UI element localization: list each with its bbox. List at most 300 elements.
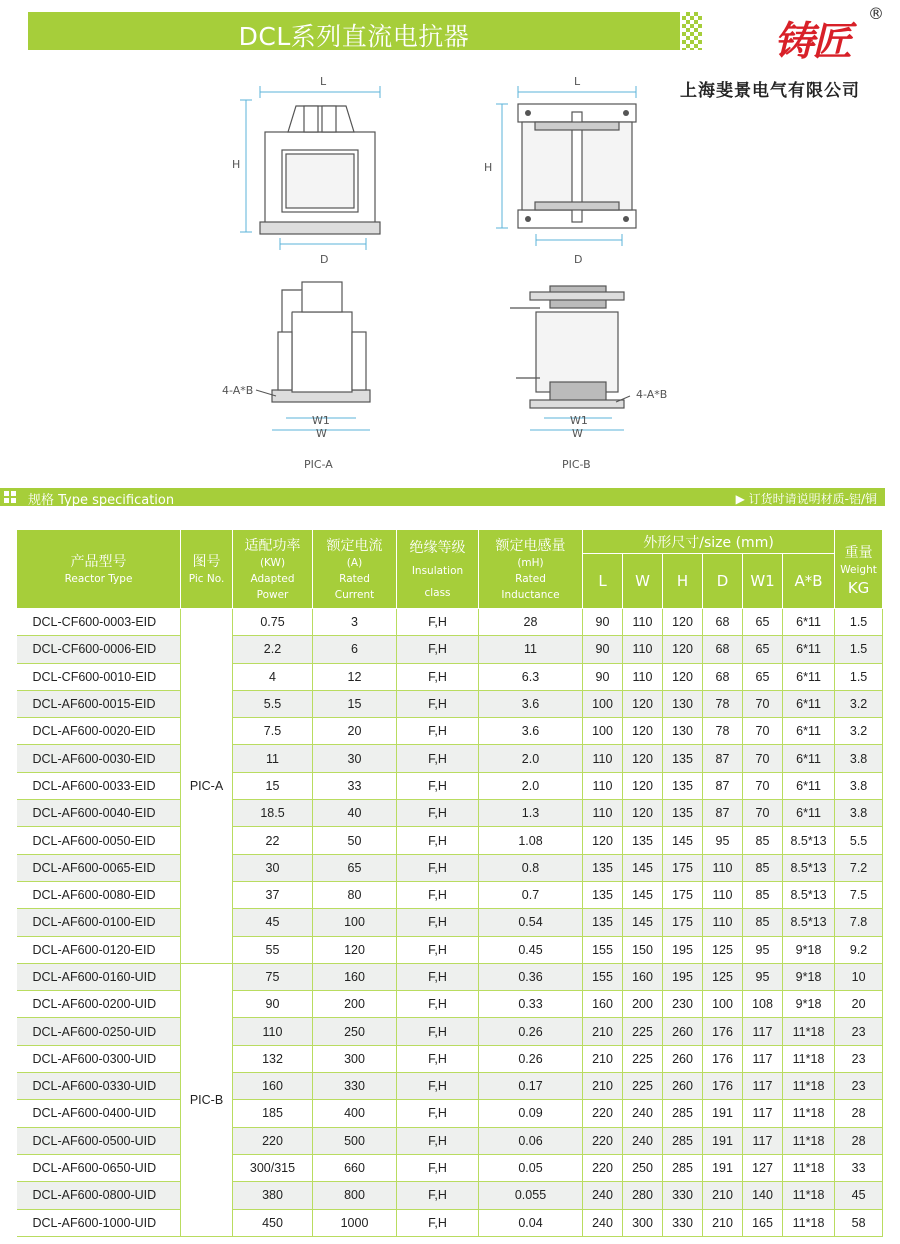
value-cell: 87 (703, 772, 743, 799)
value-cell: 70 (743, 800, 783, 827)
col-w: W (623, 554, 663, 609)
table-row (17, 1127, 883, 1154)
value-cell: 110 (233, 1018, 313, 1045)
table-row (17, 936, 883, 963)
dim-d: D (320, 253, 329, 266)
value-cell: 165 (743, 1209, 783, 1236)
value-cell: 75 (233, 963, 313, 990)
col-model: 产品型号 Reactor Type (17, 530, 181, 609)
value-cell: 2.0 (479, 772, 583, 799)
model-cell: DCL-AF600-0330-UID (17, 1073, 181, 1100)
value-cell: 450 (233, 1209, 313, 1236)
value-cell: 117 (743, 1073, 783, 1100)
model-cell: DCL-AF600-0500-UID (17, 1127, 181, 1154)
value-cell: 23 (835, 1045, 883, 1072)
value-cell: 22 (233, 827, 313, 854)
model-cell: DCL-AF600-0650-UID (17, 1154, 181, 1181)
grid-icon (4, 491, 16, 503)
value-cell: 0.04 (479, 1209, 583, 1236)
value-cell: 70 (743, 745, 783, 772)
value-cell: 117 (743, 1018, 783, 1045)
value-cell: 3.2 (835, 690, 883, 717)
value-cell: 185 (233, 1100, 313, 1127)
title-bar (28, 12, 680, 50)
value-cell: 125 (703, 963, 743, 990)
value-cell: 127 (743, 1154, 783, 1181)
value-cell: 95 (703, 827, 743, 854)
value-cell: 800 (313, 1182, 397, 1209)
value-cell: 10 (835, 963, 883, 990)
value-cell: 87 (703, 800, 743, 827)
value-cell: 70 (743, 718, 783, 745)
value-cell: 135 (663, 800, 703, 827)
value-cell: 0.26 (479, 1045, 583, 1072)
dim-w1: W1 (570, 414, 588, 427)
checker-decoration (682, 12, 702, 50)
value-cell: 110 (703, 909, 743, 936)
value-cell: 660 (313, 1154, 397, 1181)
value-cell: 33 (835, 1154, 883, 1181)
value-cell: 6*11 (783, 690, 835, 717)
value-cell: 117 (743, 1127, 783, 1154)
value-cell: 1.3 (479, 800, 583, 827)
value-cell: 85 (743, 854, 783, 881)
value-cell: 240 (583, 1209, 623, 1236)
value-cell: 120 (623, 690, 663, 717)
model-cell: DCL-AF600-0080-EID (17, 881, 181, 908)
value-cell: 90 (583, 663, 623, 690)
model-cell: DCL-AF600-0100-EID (17, 909, 181, 936)
value-cell: 1.5 (835, 663, 883, 690)
model-cell: DCL-AF600-0033-EID (17, 772, 181, 799)
value-cell: 11*18 (783, 1073, 835, 1100)
value-cell: 95 (743, 936, 783, 963)
value-cell: 65 (743, 636, 783, 663)
col-size: 外形尺寸/size (mm) (583, 530, 835, 554)
value-cell: 120 (623, 772, 663, 799)
value-cell: 145 (623, 909, 663, 936)
value-cell: 145 (663, 827, 703, 854)
value-cell: 6*11 (783, 745, 835, 772)
value-cell: 7.2 (835, 854, 883, 881)
value-cell: 120 (663, 663, 703, 690)
value-cell: 78 (703, 690, 743, 717)
value-cell: 65 (743, 663, 783, 690)
value-cell: 250 (313, 1018, 397, 1045)
value-cell: 80 (313, 881, 397, 908)
value-cell: 70 (743, 772, 783, 799)
model-cell: DCL-CF600-0010-EID (17, 663, 181, 690)
table-row (17, 745, 883, 772)
value-cell: 117 (743, 1045, 783, 1072)
value-cell: 120 (663, 609, 703, 636)
col-insulation: 绝缘等级 Insulation class (397, 530, 479, 609)
value-cell: 37 (233, 881, 313, 908)
table-row (17, 636, 883, 663)
value-cell: 132 (233, 1045, 313, 1072)
value-cell: 11*18 (783, 1154, 835, 1181)
value-cell: 160 (623, 963, 663, 990)
value-cell: F,H (397, 1127, 479, 1154)
value-cell: 220 (583, 1127, 623, 1154)
value-cell: F,H (397, 963, 479, 990)
value-cell: 3.8 (835, 772, 883, 799)
value-cell: 0.8 (479, 854, 583, 881)
value-cell: 15 (233, 772, 313, 799)
value-cell: 0.05 (479, 1154, 583, 1181)
value-cell: 120 (313, 936, 397, 963)
value-cell: 225 (623, 1018, 663, 1045)
value-cell: 110 (623, 636, 663, 663)
page-title: DCL系列直流电抗器 (238, 22, 470, 51)
value-cell: 191 (703, 1127, 743, 1154)
value-cell: 6*11 (783, 609, 835, 636)
value-cell: 330 (663, 1182, 703, 1209)
value-cell: 68 (703, 663, 743, 690)
value-cell: 12 (313, 663, 397, 690)
model-cell: DCL-AF600-0065-EID (17, 854, 181, 881)
value-cell: 220 (583, 1100, 623, 1127)
value-cell: 135 (583, 854, 623, 881)
value-cell: 0.26 (479, 1018, 583, 1045)
dim-w: W (572, 427, 583, 440)
table-row (17, 1209, 883, 1236)
value-cell: 0.7 (479, 881, 583, 908)
value-cell: 28 (835, 1100, 883, 1127)
value-cell: 160 (313, 963, 397, 990)
value-cell: 145 (623, 881, 663, 908)
value-cell: 33 (313, 772, 397, 799)
pic-number-cell: PIC-A (181, 609, 233, 964)
value-cell: 0.36 (479, 963, 583, 990)
value-cell: 155 (583, 963, 623, 990)
value-cell: 23 (835, 1073, 883, 1100)
value-cell: 15 (313, 690, 397, 717)
value-cell: 260 (663, 1018, 703, 1045)
value-cell: 240 (623, 1127, 663, 1154)
value-cell: 175 (663, 909, 703, 936)
value-cell: F,H (397, 1209, 479, 1236)
table-row (17, 1100, 883, 1127)
value-cell: 240 (623, 1100, 663, 1127)
model-cell: DCL-AF600-0120-EID (17, 936, 181, 963)
value-cell: 135 (663, 745, 703, 772)
spec-section-bar (0, 488, 885, 506)
value-cell: 11*18 (783, 1182, 835, 1209)
value-cell: 110 (583, 745, 623, 772)
col-d: D (703, 554, 743, 609)
value-cell: 5.5 (233, 690, 313, 717)
value-cell: 240 (583, 1182, 623, 1209)
value-cell: 23 (835, 1018, 883, 1045)
col-l: L (583, 554, 623, 609)
value-cell: 0.055 (479, 1182, 583, 1209)
table-row (17, 718, 883, 745)
model-cell: DCL-AF600-0250-UID (17, 1018, 181, 1045)
value-cell: 120 (583, 827, 623, 854)
value-cell: 85 (743, 909, 783, 936)
value-cell: F,H (397, 1100, 479, 1127)
value-cell: 135 (623, 827, 663, 854)
model-cell: DCL-AF600-0040-EID (17, 800, 181, 827)
drawing-pic-b-front (480, 72, 650, 272)
model-cell: DCL-CF600-0006-EID (17, 636, 181, 663)
value-cell: 120 (623, 800, 663, 827)
value-cell: F,H (397, 1154, 479, 1181)
value-cell: 20 (313, 718, 397, 745)
value-cell: 300 (313, 1045, 397, 1072)
value-cell: F,H (397, 745, 479, 772)
value-cell: F,H (397, 772, 479, 799)
value-cell: 11*18 (783, 1100, 835, 1127)
value-cell: 6*11 (783, 800, 835, 827)
dim-h: H (232, 158, 241, 171)
value-cell: F,H (397, 718, 479, 745)
model-cell: DCL-AF600-0300-UID (17, 1045, 181, 1072)
value-cell: F,H (397, 854, 479, 881)
dim-d: D (574, 253, 583, 266)
value-cell: 30 (233, 854, 313, 881)
dim-w1: W1 (312, 414, 330, 427)
pic-number-cell: PIC-B (181, 963, 233, 1236)
value-cell: 65 (313, 854, 397, 881)
value-cell: 6 (313, 636, 397, 663)
value-cell: F,H (397, 636, 479, 663)
value-cell: F,H (397, 609, 479, 636)
value-cell: 135 (583, 881, 623, 908)
caption-pic-a: PIC-A (304, 458, 333, 471)
value-cell: 191 (703, 1154, 743, 1181)
value-cell: 7.8 (835, 909, 883, 936)
value-cell: F,H (397, 881, 479, 908)
value-cell: 210 (583, 1018, 623, 1045)
value-cell: 3.6 (479, 718, 583, 745)
value-cell: 7.5 (233, 718, 313, 745)
value-cell: 55 (233, 936, 313, 963)
value-cell: 380 (233, 1182, 313, 1209)
value-cell: 260 (663, 1073, 703, 1100)
value-cell: 110 (703, 854, 743, 881)
value-cell: 0.09 (479, 1100, 583, 1127)
value-cell: 135 (663, 772, 703, 799)
value-cell: 11 (233, 745, 313, 772)
value-cell: 230 (663, 991, 703, 1018)
table-row (17, 1154, 883, 1181)
table-row (17, 963, 883, 990)
value-cell: 65 (743, 609, 783, 636)
value-cell: 6*11 (783, 718, 835, 745)
value-cell: 3 (313, 609, 397, 636)
value-cell: 176 (703, 1073, 743, 1100)
value-cell: 250 (623, 1154, 663, 1181)
drawing-pic-b-side (500, 272, 680, 442)
value-cell: 110 (583, 800, 623, 827)
value-cell: 50 (313, 827, 397, 854)
table-row (17, 800, 883, 827)
value-cell: 300 (623, 1209, 663, 1236)
value-cell: 3.8 (835, 800, 883, 827)
value-cell: 6*11 (783, 772, 835, 799)
model-cell: DCL-AF600-0050-EID (17, 827, 181, 854)
value-cell: 285 (663, 1154, 703, 1181)
col-inductance: 额定电感量 (mH) Rated Inductance (479, 530, 583, 609)
table-row (17, 909, 883, 936)
table-row (17, 1045, 883, 1072)
value-cell: 2.0 (479, 745, 583, 772)
value-cell: 1.5 (835, 609, 883, 636)
value-cell: 9*18 (783, 936, 835, 963)
value-cell: 120 (623, 718, 663, 745)
table-row (17, 772, 883, 799)
value-cell: 120 (623, 745, 663, 772)
model-cell: DCL-CF600-0003-EID (17, 609, 181, 636)
value-cell: 85 (743, 881, 783, 908)
value-cell: 210 (583, 1045, 623, 1072)
value-cell: 100 (583, 690, 623, 717)
value-cell: 1.08 (479, 827, 583, 854)
value-cell: 220 (233, 1127, 313, 1154)
value-cell: 11*18 (783, 1127, 835, 1154)
value-cell: F,H (397, 909, 479, 936)
spec-section-title: 规格 Type specification (28, 493, 175, 508)
table-row (17, 1018, 883, 1045)
table-row (17, 991, 883, 1018)
value-cell: F,H (397, 800, 479, 827)
value-cell: 45 (233, 909, 313, 936)
value-cell: 1000 (313, 1209, 397, 1236)
value-cell: 7.5 (835, 881, 883, 908)
value-cell: 140 (743, 1182, 783, 1209)
table-row (17, 1182, 883, 1209)
value-cell: 1.5 (835, 636, 883, 663)
value-cell: 150 (623, 936, 663, 963)
dim-l: L (320, 75, 327, 88)
value-cell: 2.2 (233, 636, 313, 663)
value-cell: 0.54 (479, 909, 583, 936)
table-row (17, 663, 883, 690)
value-cell: 125 (703, 936, 743, 963)
dim-w: W (316, 427, 327, 440)
value-cell: 6.3 (479, 663, 583, 690)
hole-label: 4-A*B (636, 388, 668, 401)
value-cell: 68 (703, 609, 743, 636)
model-cell: DCL-AF600-0200-UID (17, 991, 181, 1018)
value-cell: 330 (313, 1073, 397, 1100)
value-cell: 195 (663, 963, 703, 990)
value-cell: 18.5 (233, 800, 313, 827)
value-cell: 285 (663, 1127, 703, 1154)
value-cell: F,H (397, 663, 479, 690)
value-cell: 110 (623, 609, 663, 636)
value-cell: 8.5*13 (783, 827, 835, 854)
value-cell: 45 (835, 1182, 883, 1209)
value-cell: 225 (623, 1045, 663, 1072)
value-cell: 175 (663, 854, 703, 881)
value-cell: 117 (743, 1100, 783, 1127)
col-current: 额定电流 (A) Rated Current (313, 530, 397, 609)
col-power: 适配功率 (KW) Adapted Power (233, 530, 313, 609)
value-cell: 120 (663, 636, 703, 663)
value-cell: 70 (743, 690, 783, 717)
value-cell: 0.33 (479, 991, 583, 1018)
value-cell: 11*18 (783, 1018, 835, 1045)
value-cell: 135 (583, 909, 623, 936)
model-cell: DCL-AF600-0030-EID (17, 745, 181, 772)
col-h: H (663, 554, 703, 609)
value-cell: 110 (583, 772, 623, 799)
value-cell: 8.5*13 (783, 881, 835, 908)
value-cell: 5.5 (835, 827, 883, 854)
model-cell: DCL-AF600-1000-UID (17, 1209, 181, 1236)
col-w1: W1 (743, 554, 783, 609)
value-cell: 330 (663, 1209, 703, 1236)
value-cell: 90 (583, 609, 623, 636)
value-cell: 0.06 (479, 1127, 583, 1154)
model-cell: DCL-AF600-0020-EID (17, 718, 181, 745)
value-cell: 3.2 (835, 718, 883, 745)
value-cell: 130 (663, 718, 703, 745)
model-cell: DCL-AF600-0015-EID (17, 690, 181, 717)
value-cell: 160 (583, 991, 623, 1018)
value-cell: 9.2 (835, 936, 883, 963)
value-cell: 3.8 (835, 745, 883, 772)
value-cell: 400 (313, 1100, 397, 1127)
value-cell: 8.5*13 (783, 854, 835, 881)
dim-l: L (574, 75, 581, 88)
value-cell: 280 (623, 1182, 663, 1209)
value-cell: 20 (835, 991, 883, 1018)
value-cell: 3.6 (479, 690, 583, 717)
value-cell: F,H (397, 1045, 479, 1072)
value-cell: 210 (703, 1182, 743, 1209)
value-cell: 40 (313, 800, 397, 827)
table-row (17, 827, 883, 854)
value-cell: 11 (479, 636, 583, 663)
value-cell: 500 (313, 1127, 397, 1154)
value-cell: 176 (703, 1018, 743, 1045)
value-cell: F,H (397, 1018, 479, 1045)
hole-label: 4-A*B (222, 384, 254, 397)
spec-table (16, 529, 883, 1237)
table-row (17, 881, 883, 908)
value-cell: 78 (703, 718, 743, 745)
value-cell: 300/315 (233, 1154, 313, 1181)
col-ab: A*B (783, 554, 835, 609)
value-cell: 260 (663, 1045, 703, 1072)
value-cell: 6*11 (783, 663, 835, 690)
col-weight: 重量 Weight KG (835, 530, 883, 609)
logo-mark: 铸匠 (774, 18, 850, 65)
value-cell: 285 (663, 1100, 703, 1127)
value-cell: 108 (743, 991, 783, 1018)
order-note: ▶ 订货时请说明材质-铝/铜 (735, 492, 877, 506)
col-pic: 图号 Pic No. (181, 530, 233, 609)
value-cell: 130 (663, 690, 703, 717)
value-cell: 87 (703, 745, 743, 772)
table-row (17, 854, 883, 881)
value-cell: F,H (397, 936, 479, 963)
value-cell: 9*18 (783, 991, 835, 1018)
model-cell: DCL-AF600-0800-UID (17, 1182, 181, 1209)
value-cell: 210 (583, 1073, 623, 1100)
value-cell: 195 (663, 936, 703, 963)
value-cell: F,H (397, 690, 479, 717)
value-cell: 95 (743, 963, 783, 990)
drawing-pic-a-side (220, 272, 390, 442)
value-cell: 28 (835, 1127, 883, 1154)
caption-pic-b: PIC-B (562, 458, 591, 471)
value-cell: 8.5*13 (783, 909, 835, 936)
